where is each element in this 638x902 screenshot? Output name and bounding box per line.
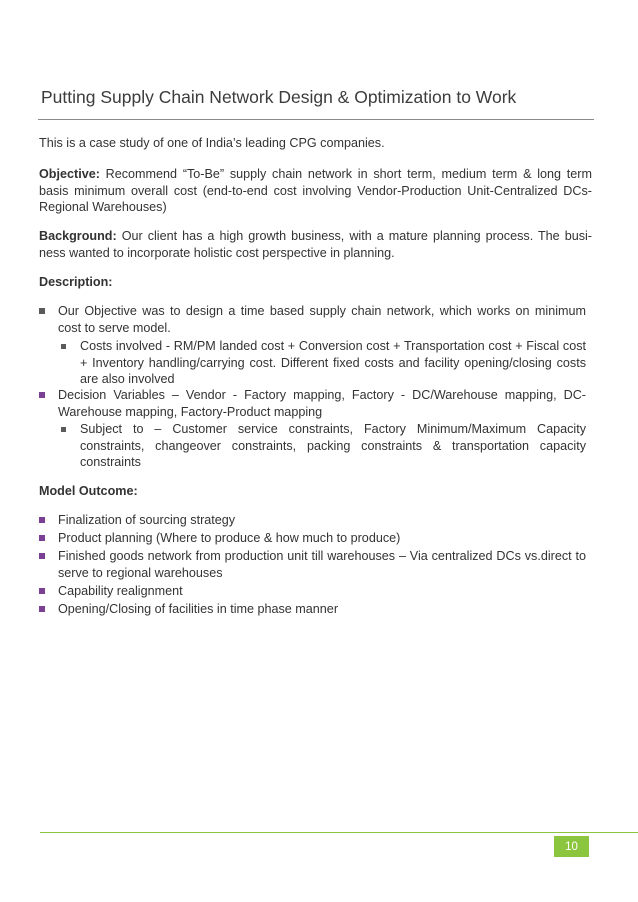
background-paragraph (39, 228, 592, 261)
square-bullet-icon (39, 392, 45, 398)
description-sublist-2 (80, 421, 586, 471)
objective-paragraph (39, 166, 592, 216)
list-item: Product planning (Where to produce & how much to produce) (58, 530, 586, 547)
description-heading: Description: (39, 275, 113, 289)
description-sublist (80, 338, 586, 388)
square-bullet-icon (61, 344, 66, 349)
list-item: Subject to – Customer service constraints, Factory Minimum/Maximum Capacity constraints, changeover constraints, packing constraints & transportation capacity constraints (80, 421, 586, 471)
list-item: Costs involved - RM/PM landed cost + Conversion cost + Transportation cost + Fiscal cost + Inventory handling/carrying cost. Different fixed costs and facility opening/closing costs are also involved (80, 338, 586, 388)
description-list (58, 303, 586, 336)
list-item: Finished goods network from production unit till warehouses – Via centralized DCs vs.direct to serve to regional warehouses (58, 548, 586, 581)
square-bullet-icon (39, 588, 45, 594)
title-divider (38, 119, 594, 120)
objective-text: Recommend “To-Be” supply chain network in short term, medium term & long term basis minimum overall cost (end-to-end cost involving Vendor-Production Unit-Centralized DCs-Regional Warehouses) (39, 167, 592, 215)
background-text: Our client has a high growth business, with a mature planning process. The busi-ness wanted to incorporate holistic cost perspective in planning. (39, 229, 592, 260)
list-item: Finalization of sourcing strategy (58, 512, 586, 529)
square-bullet-icon (39, 535, 45, 541)
list-item: Our Objective was to design a time based supply chain network, which works on minimum cost to serve model. (58, 303, 586, 336)
description-list-2 (58, 387, 586, 420)
list-item: Capability realignment (58, 583, 586, 600)
square-bullet-icon (39, 517, 45, 523)
page-number: 10 (554, 836, 589, 857)
list-item: Opening/Closing of facilities in time phase manner (58, 601, 586, 618)
page-title: Putting Supply Chain Network Design & Optimization to Work (41, 87, 517, 107)
square-bullet-icon (61, 427, 66, 432)
square-bullet-icon (39, 553, 45, 559)
square-bullet-icon (39, 308, 45, 314)
objective-label: Objective: (39, 167, 100, 181)
footer-divider (40, 832, 638, 833)
background-label: Background: (39, 229, 117, 243)
model-outcome-list (58, 512, 586, 618)
square-bullet-icon (39, 606, 45, 612)
model-outcome-heading: Model Outcome: (39, 484, 138, 498)
list-item: Decision Variables – Vendor - Factory mapping, Factory - DC/Warehouse mapping, DC-Warehouse mapping, Factory-Product mapping (58, 387, 586, 420)
intro-paragraph: This is a case study of one of India’s leading CPG companies. (39, 136, 385, 150)
